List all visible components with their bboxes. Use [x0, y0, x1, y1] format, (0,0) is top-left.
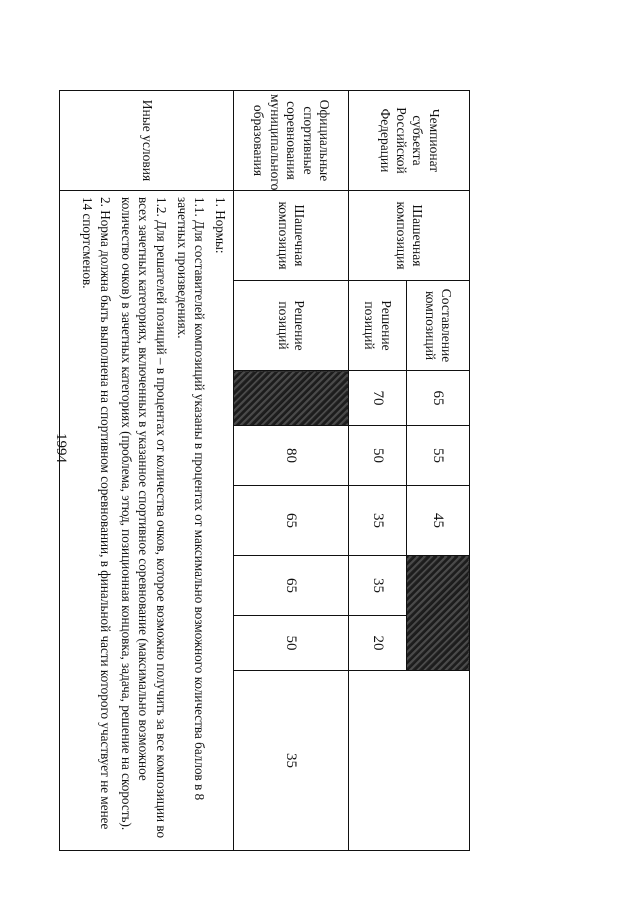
table-row — [60, 91, 234, 851]
table-row — [407, 91, 470, 851]
value-cell: 70 — [349, 371, 407, 426]
note-line: 2. Норма должна быть выполнена на спортивном соревновании, в финальной части которого участвует не менее 14 спортсменов. — [80, 197, 113, 830]
document-body — [60, 90, 470, 850]
note-line: 1. Нормы: — [213, 197, 228, 254]
value-cell: 35 — [349, 486, 407, 556]
value-cell: 50 — [349, 426, 407, 486]
value-cell: 55 — [407, 426, 470, 486]
type-cell: Составление композиций — [407, 281, 470, 371]
note-line: 1.2. Для решателей позиций – в процентах от количества очков, которое возможно получить за все композиции во всех зачетных категориях, включенных в указанное спортивное соревнование (максимально возможное количество очков) в зачетных категориях (проблема, этюд, позиционная концовка, задача, решение на скорость). — [118, 197, 169, 839]
value-cell: 45 — [407, 486, 470, 556]
empty-cell — [349, 671, 470, 851]
discipline-cell: Шашечная композиция — [349, 191, 470, 281]
norms-table — [59, 90, 470, 851]
other-conditions-label: Иные условия — [60, 91, 234, 191]
type-cell: Решение позиций — [234, 281, 349, 371]
notes-cell — [60, 191, 234, 851]
page-number: 1994 — [53, 433, 69, 463]
event-cell: Официальные спортивные соревнования муниципального образования — [234, 91, 349, 191]
value-cell: 65 — [407, 371, 470, 426]
shaded-cell — [234, 371, 349, 426]
discipline-cell: Шашечная композиция — [234, 191, 349, 281]
value-cell: 20 — [349, 616, 407, 671]
table-row — [234, 91, 349, 851]
shaded-cell — [407, 556, 470, 671]
value-cell: 35 — [234, 671, 349, 851]
value-cell: 50 — [234, 616, 349, 671]
event-cell: Чемпионат субъекта Российской Федерации — [349, 91, 470, 191]
value-cell: 65 — [234, 486, 349, 556]
note-line: 1.1. Для составителей композиций указаны в процентах от максимально возможного количества баллов в 8 зачетных произведениях. — [174, 197, 208, 801]
value-cell: 80 — [234, 426, 349, 486]
value-cell: 65 — [234, 556, 349, 616]
value-cell: 35 — [349, 556, 407, 616]
type-cell: Решение позиций — [349, 281, 407, 371]
